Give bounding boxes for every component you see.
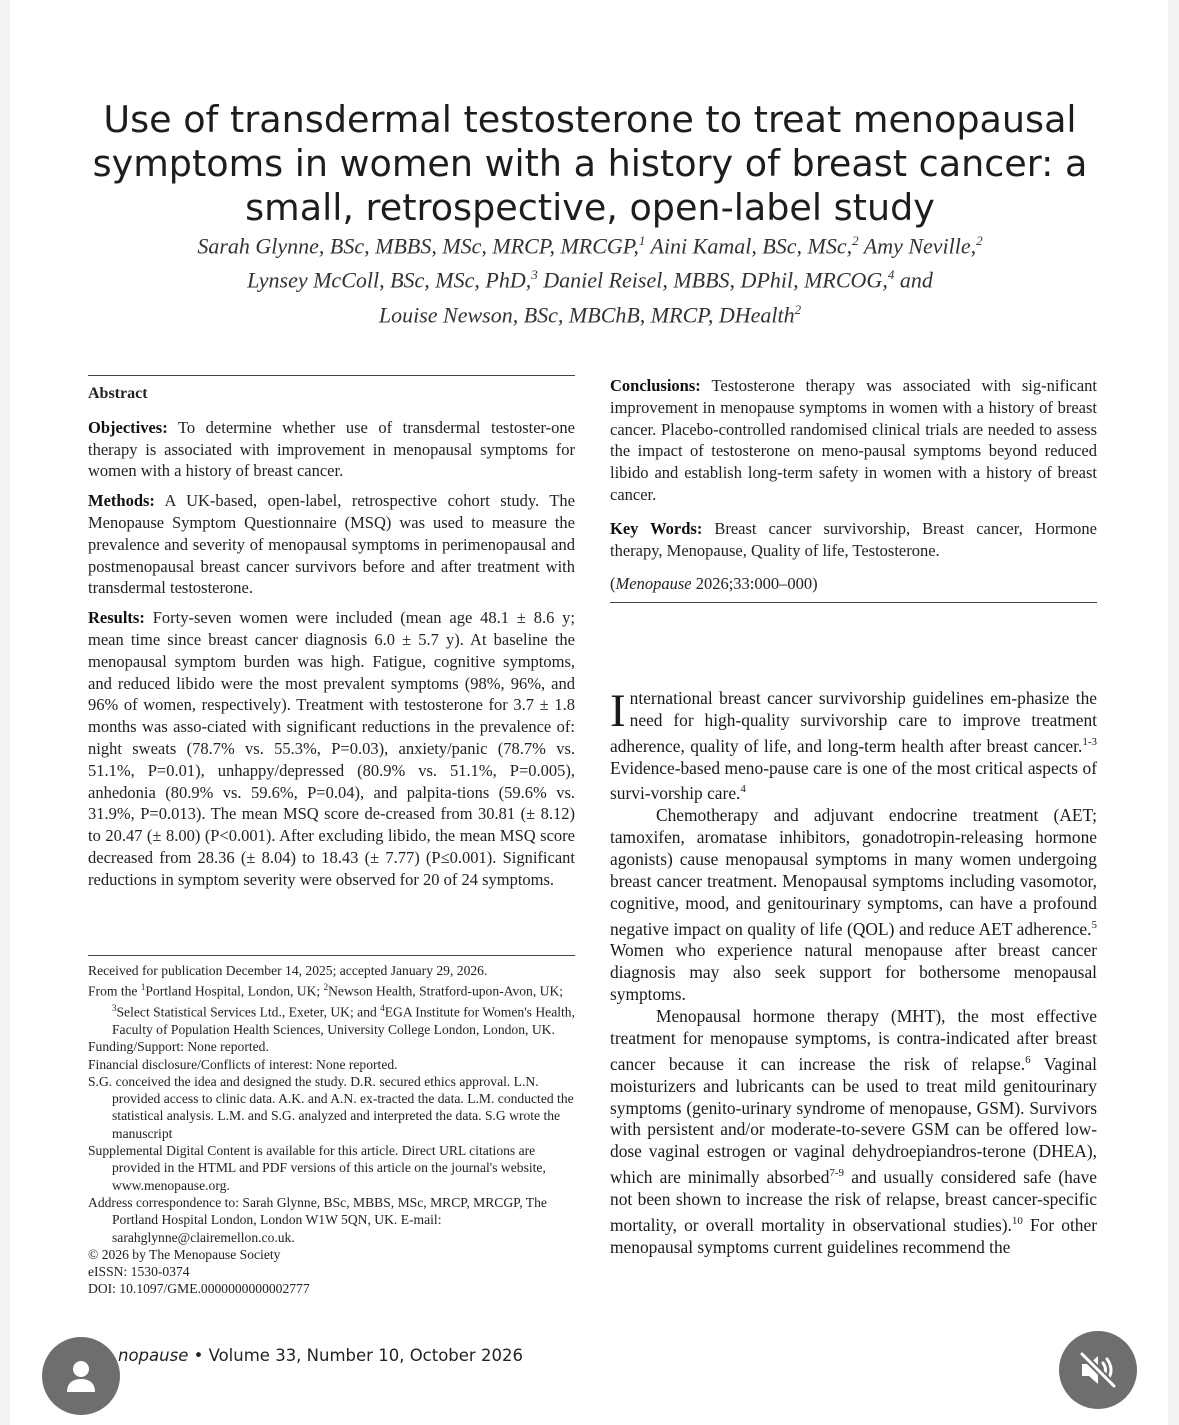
- funding-note: Funding/Support: None reported.: [88, 1039, 269, 1055]
- body-paragraph: International breast cancer survivorship guidelines em-phasize the need for high-quality survivorship care to improve treatment adherence, quality of life, and long-term health after breast cancer.$^{1-3}$ Evidence-based meno-pause care is one of the most critical aspects of survi-vorship care.$^4$: [610, 685, 1097, 804]
- eissn-note: eISSN: 1530-0374: [88, 1264, 190, 1280]
- abstract-methods: Methods: A UK-based, open-label, retrospective cohort study. The Menopause Symptom Questionnaire (MSQ) was used to measure the prevalence and severity of menopausal symptoms in perimenopausal and postmenopausal breast cancer survivors before and after treatment with transdermal testosterone.: [88, 491, 575, 598]
- affiliation-marker: 2: [976, 233, 983, 248]
- abstract-keywords: Key Words: Breast cancer survivorship, Breast cancer, Hormone therapy, Menopause, Quality of life, Testosterone.: [610, 518, 1097, 560]
- article-notes: [88, 962, 575, 1298]
- body-paragraph: Chemotherapy and adjuvant endocrine treatment (AET; tamoxifen, aromatase inhibitors, gonadotropin-releasing hormone agonists) cause menopausal symptoms in many women undergoing breast cancer treatment. Menopausal symptoms including vasomotor, cognitive, mood, and genitourinary symptoms, can have a profound negative impact on quality of life (QOL) and reduce AET adherence.$^5$ Women who experience natural menopause after breast cancer diagnosis may also seek support for bothersome menopausal symptoms.: [610, 805, 1097, 1005]
- paper-title: Use of transdermal testosterone to treat menopausal symptoms in women with a history of breast cancer: a small, retrospective, open-label study: [92, 98, 1088, 230]
- author-name: Sarah Glynne, BSc, MBBS, MSc, MRCP, MRCGP,: [197, 233, 639, 259]
- affiliation-marker: 1: [638, 233, 646, 248]
- notes-rule: [88, 955, 575, 956]
- copyright-note: © 2026 by The Menopause Society: [88, 1246, 281, 1262]
- abstract-objectives: Objectives: To determine whether use of transdermal testoster-one therapy is associated with improvement in menopausal symptoms for women with a history of breast cancer.: [88, 417, 575, 481]
- author-name: Lynsey McColl, BSc, MSc, PhD,: [247, 267, 532, 293]
- abstract-top-rule: [88, 375, 575, 376]
- correspondence-note: Address correspondence to: Sarah Glynne, BSc, MBBS, MSc, MRCP, MRCGP, The Portland Hospital London, London W1W 5QN, UK. E-mail: sarahglynne@clairemellon.co.uk.: [88, 1194, 547, 1245]
- abstract-right-column: [610, 375, 1097, 603]
- page-footer: [118, 1346, 523, 1365]
- affiliation-marker: 2: [852, 233, 859, 248]
- footer-volume: Volume 33, Number 10, October 2026: [208, 1346, 523, 1365]
- abstract-results: Results: Forty-seven women were included (mean age 48.1 ± 8.6 y; mean time since breast cancer diagnosis 6.0 ± 5.7 y). At baseline the menopausal symptom burden was high. Fatigue, cognitive symptoms, and reduced libido were the most prevalent symptoms (98%, 96%, and 96% of women, respectively). Treatment with testosterone for 3.7 ± 1.8 months was asso-ciated with significant reductions in the prevalence of: night sweats (78.7% vs. 55.3%, P=0.03), anxiety/panic (78.7% vs. 51.1%, P=0.01), unhappy/depressed (80.9% vs. 51.1%, P=0.005), anhedonia (80.9% vs. 59.6%, P=0.04), and palpita-tions (59.6% vs. 31.9%, P=0.013). The mean MSQ score de-creased from 30.81 (± 8.12) to 20.47 (± 8.00) (P<0.001). After excluding libido, the mean MSQ score decreased from 28.36 (± 8.04) to 18.43 (± 7.77) (P≤0.001). Significant reductions in symptom severity were observed for 20 of 24 symptoms.: [88, 608, 576, 889]
- author-conjunction: and: [899, 267, 933, 293]
- affiliation-marker: 3: [531, 267, 538, 283]
- footer-journal: nopause: [118, 1346, 189, 1365]
- author-list: [60, 226, 1120, 329]
- profile-button[interactable]: [42, 1337, 120, 1415]
- affiliation-marker: 4: [887, 267, 895, 283]
- abstract-left-column: [88, 383, 575, 899]
- affiliations-note: From the $^1$Portland Hospital, London, UK; $^2$Newson Health, Stratford-upon-Avon, UK; $^3$Select Statistical Services Ltd., Exeter, UK; and $^4$EGA Institute for Women's Health, Faculty of Population Health Sciences, University College London, London, UK.: [88, 982, 575, 1037]
- abstract-citation: (Menopause 2026;33:000–000): [610, 574, 818, 594]
- author-name: Daniel Reisel, MBBS, DPhil, MRCOG,: [543, 267, 888, 293]
- mute-icon: [1076, 1348, 1120, 1392]
- abstract-conclusions: Conclusions: Testosterone therapy was associated with sig-nificant improvement in menopause symptoms in women with a history of breast cancer. Placebo-controlled randomised clinical trials are needed to assess the impact of testosterone on meno-pausal symptoms beyond reduced libido and establish long-term safety in women with a history of breast cancer.: [610, 376, 1098, 504]
- author-name: Louise Newson, BSc, MBChB, MRCP, DHealth: [378, 301, 795, 327]
- body-paragraph: Menopausal hormone therapy (MHT), the most effective treatment for menopause symptoms, is contra-indicated after breast cancer because it can increase the risk of relapse.$^6$ Vaginal moisturizers and lubricants can be used to treat mild genitourinary symptoms (genito-urinary syndrome of menopause, GSM). Survivors with persistent and/or moderate-to-severe GSM can be offered low-dose vaginal estrogen or vaginal dehydroepiandros-terone (DHEA), which are minimally absorbed$^{7-9}$ and usually considered safe (have not been shown to increase the risk of relapse, breast cancer-specific mortality, or overall mortality in observational studies).$^{10}$ For other menopausal symptoms current guidelines recommend the: [610, 1006, 1098, 1257]
- affiliation-marker: 2: [794, 301, 802, 317]
- author-name: Amy Neville,: [863, 233, 977, 259]
- received-note: Received for publication December 14, 2025; accepted January 29, 2026.: [88, 963, 488, 978]
- mute-button[interactable]: [1059, 1331, 1137, 1409]
- doi-note: DOI: 10.1097/GME.0000000000002777: [88, 1281, 310, 1297]
- abstract-heading: Abstract: [88, 385, 148, 402]
- drop-cap: I: [610, 685, 626, 737]
- author-name: Aini Kamal, BSc, MSc,: [650, 233, 853, 259]
- person-icon: [61, 1356, 101, 1396]
- contributions-note: S.G. conceived the idea and designed the study. D.R. secured ethics approval. L.N. provided access to clinic data. A.K. and A.N. ex-tracted the data. L.M. conducted the statistical analysis. L.M. and S.G. analyzed and interpreted the data. S.G wrote the manuscript: [88, 1073, 574, 1141]
- disclosure-note: Financial disclosure/Conflicts of interest: None reported.: [88, 1056, 398, 1072]
- article-body: [610, 685, 1098, 1258]
- supplemental-note: Supplemental Digital Content is available for this article. Direct URL citations are provided in the HTML and PDF versions of this article on the journal's website, www.menopause.org.: [88, 1143, 546, 1193]
- footer-bullet: •: [193, 1346, 204, 1365]
